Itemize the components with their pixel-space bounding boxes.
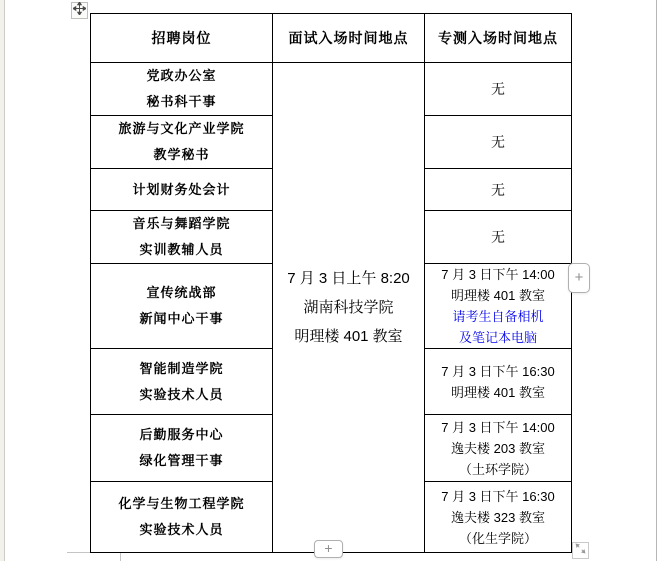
candidate-note: 及笔记本电脑 bbox=[458, 330, 537, 345]
position-cell: 旅游与文化产业学院 教学秘书 bbox=[91, 116, 273, 169]
header-special-test-time-place: 专测入场时间地点 bbox=[425, 14, 572, 63]
table-header-row bbox=[91, 14, 572, 63]
table-move-handle[interactable] bbox=[71, 2, 88, 19]
special-test-cell: 无 bbox=[425, 169, 572, 211]
position-cell: 智能制造学院 实验技术人员 bbox=[91, 349, 273, 415]
position-cell: 宣传统战部 新闻中心干事 bbox=[91, 264, 273, 349]
position-cell: 后勤服务中心 绿化管理干事 bbox=[91, 415, 273, 482]
table-resize-handle[interactable] bbox=[572, 542, 589, 559]
position-cell: 计划财务处会计 bbox=[91, 169, 273, 211]
position-cell: 党政办公室 秘书科干事 bbox=[91, 63, 273, 116]
header-interview-time-place: 面试入场时间地点 bbox=[273, 14, 425, 63]
position-cell: 音乐与舞蹈学院 实训教辅人员 bbox=[91, 211, 273, 264]
header-position: 招聘岗位 bbox=[91, 14, 273, 63]
candidate-note: 请考生自备相机 bbox=[452, 309, 544, 324]
recruitment-schedule-table bbox=[90, 13, 572, 553]
page-left-margin bbox=[0, 0, 5, 561]
add-row-button[interactable]: + bbox=[314, 540, 343, 558]
special-test-cell: 7 月 3 日下午 16:30 逸夫楼 323 教室 （化生学院） bbox=[425, 482, 572, 553]
page-right-edge bbox=[656, 0, 657, 561]
special-test-cell: 无 bbox=[425, 116, 572, 169]
table-row bbox=[91, 63, 572, 116]
add-column-button[interactable]: + bbox=[568, 263, 590, 293]
special-test-cell: 7 月 3 日下午 16:30 明理楼 401 教室 bbox=[425, 349, 572, 415]
move-icon bbox=[73, 2, 86, 20]
position-cell: 化学与生物工程学院 实验技术人员 bbox=[91, 482, 273, 553]
interview-time-place-cell: 7 月 3 日上午 8:20 湖南科技学院 明理楼 401 教室 bbox=[273, 63, 425, 553]
special-test-cell: 无 bbox=[425, 63, 572, 116]
special-test-cell: 7 月 3 日下午 14:00 逸夫楼 203 教室 （土环学院） bbox=[425, 415, 572, 482]
special-test-cell: 无 bbox=[425, 211, 572, 264]
diagonal-resize-icon bbox=[574, 542, 587, 560]
special-test-cell: 7 月 3 日下午 14:00 明理楼 401 教室 请考生自备相机 及笔记本电脑 bbox=[425, 264, 572, 349]
page-corner-mark bbox=[67, 552, 121, 561]
